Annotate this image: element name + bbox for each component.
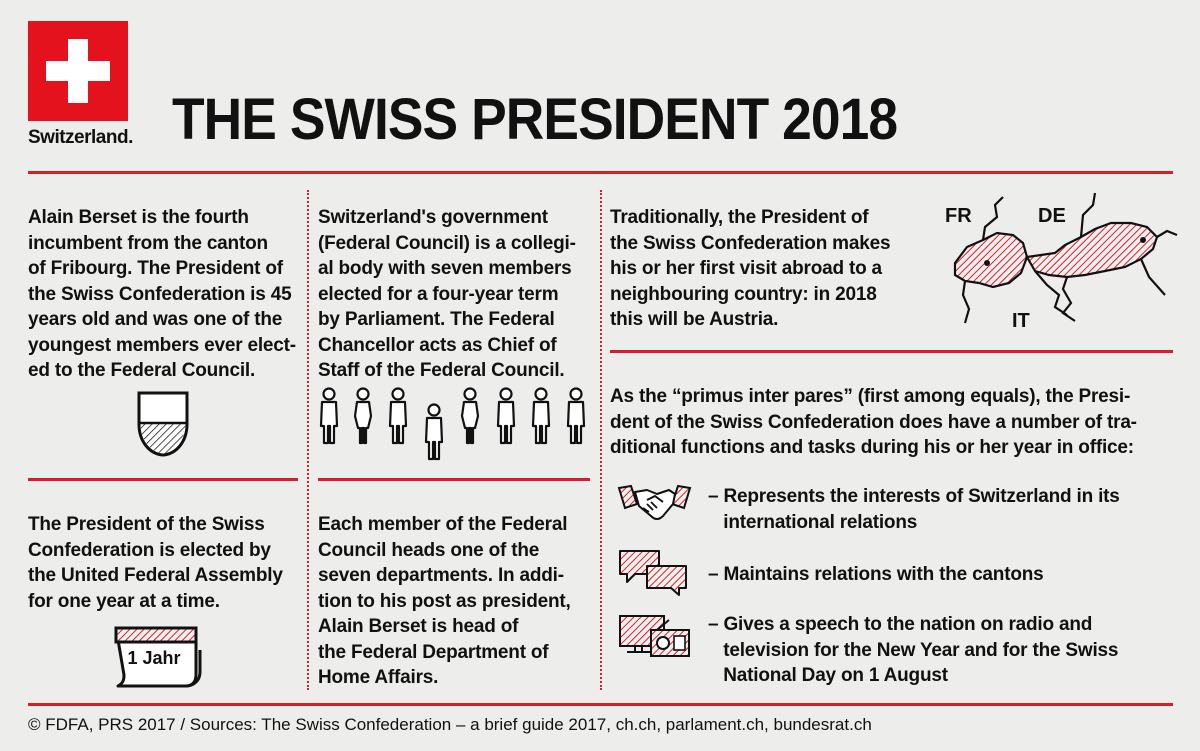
departments-text: Each member of the Federal Council heads one of the seven departments. In addi- tion to his post as president, Alain Berset is head of the Federal Department of Home Affairs. <box>318 514 571 688</box>
column-separator-2 <box>600 190 602 690</box>
map-label-de: DE <box>1038 205 1066 227</box>
government-text: Switzerland's government (Federal Council) is a collegi- al body with seven members elected for a four-year term by Parliament. The Federal Chancellor acts as Chief of Staff of the Federal Council. <box>318 207 576 381</box>
column-separator-1 <box>307 190 309 690</box>
footer-divider <box>28 703 1173 706</box>
page-title: THE SWISS PRESIDENT 2018 <box>172 87 898 152</box>
function-item-international: – Represents the interests of Switzerland in its international relations <box>708 486 1120 533</box>
functions-intro-text: As the “primus inter pares” (first among equals), the Presi- dent of the Swiss Confederation does have a number of tra- ditional functions and tasks during his or her year in office: <box>610 386 1137 458</box>
federal-council-people-icon <box>315 386 595 464</box>
president-origin-text: Alain Berset is the fourth incumbent from the canton of Fribourg. The President of the Swiss Confederation is 45 years old and was one of the youngest members ever elect- ed to the Federal Council. <box>28 207 296 381</box>
map-label-fr: FR <box>945 205 972 227</box>
radio-tv-icon <box>617 612 692 660</box>
brand-name: Switzerland. <box>28 127 133 148</box>
first-visit-text: Traditionally, the President of the Swiss Confederation makes his or her first visit abroad to a neighbouring country: in 2018 this will be Austria. <box>610 207 891 330</box>
calendar-label: 1 Jahr <box>127 648 181 668</box>
election-text: The President of the Swiss Confederation is elected by the United Federal Assembly for one year at a time. <box>28 514 283 612</box>
function-item-cantons: – Maintains relations with the cantons <box>708 564 1044 585</box>
footer-sources: © FDFA, PRS 2017 / Sources: The Swiss Confederation – a brief guide 2017, ch.ch, parlament.ch, bundesrat.ch <box>28 715 872 734</box>
right-divider <box>610 350 1173 353</box>
left-divider <box>28 478 298 481</box>
middle-divider <box>318 478 590 481</box>
handshake-icon <box>617 482 692 527</box>
fribourg-shield-icon <box>136 390 190 458</box>
swiss-flag-icon <box>28 21 128 121</box>
header-divider <box>28 171 1173 174</box>
map-label-it: IT <box>1012 310 1030 332</box>
speech-bubbles-icon <box>617 548 689 596</box>
function-item-speech: – Gives a speech to the nation on radio and television for the New Year and for the Swiss National Day on 1 August <box>708 614 1119 686</box>
